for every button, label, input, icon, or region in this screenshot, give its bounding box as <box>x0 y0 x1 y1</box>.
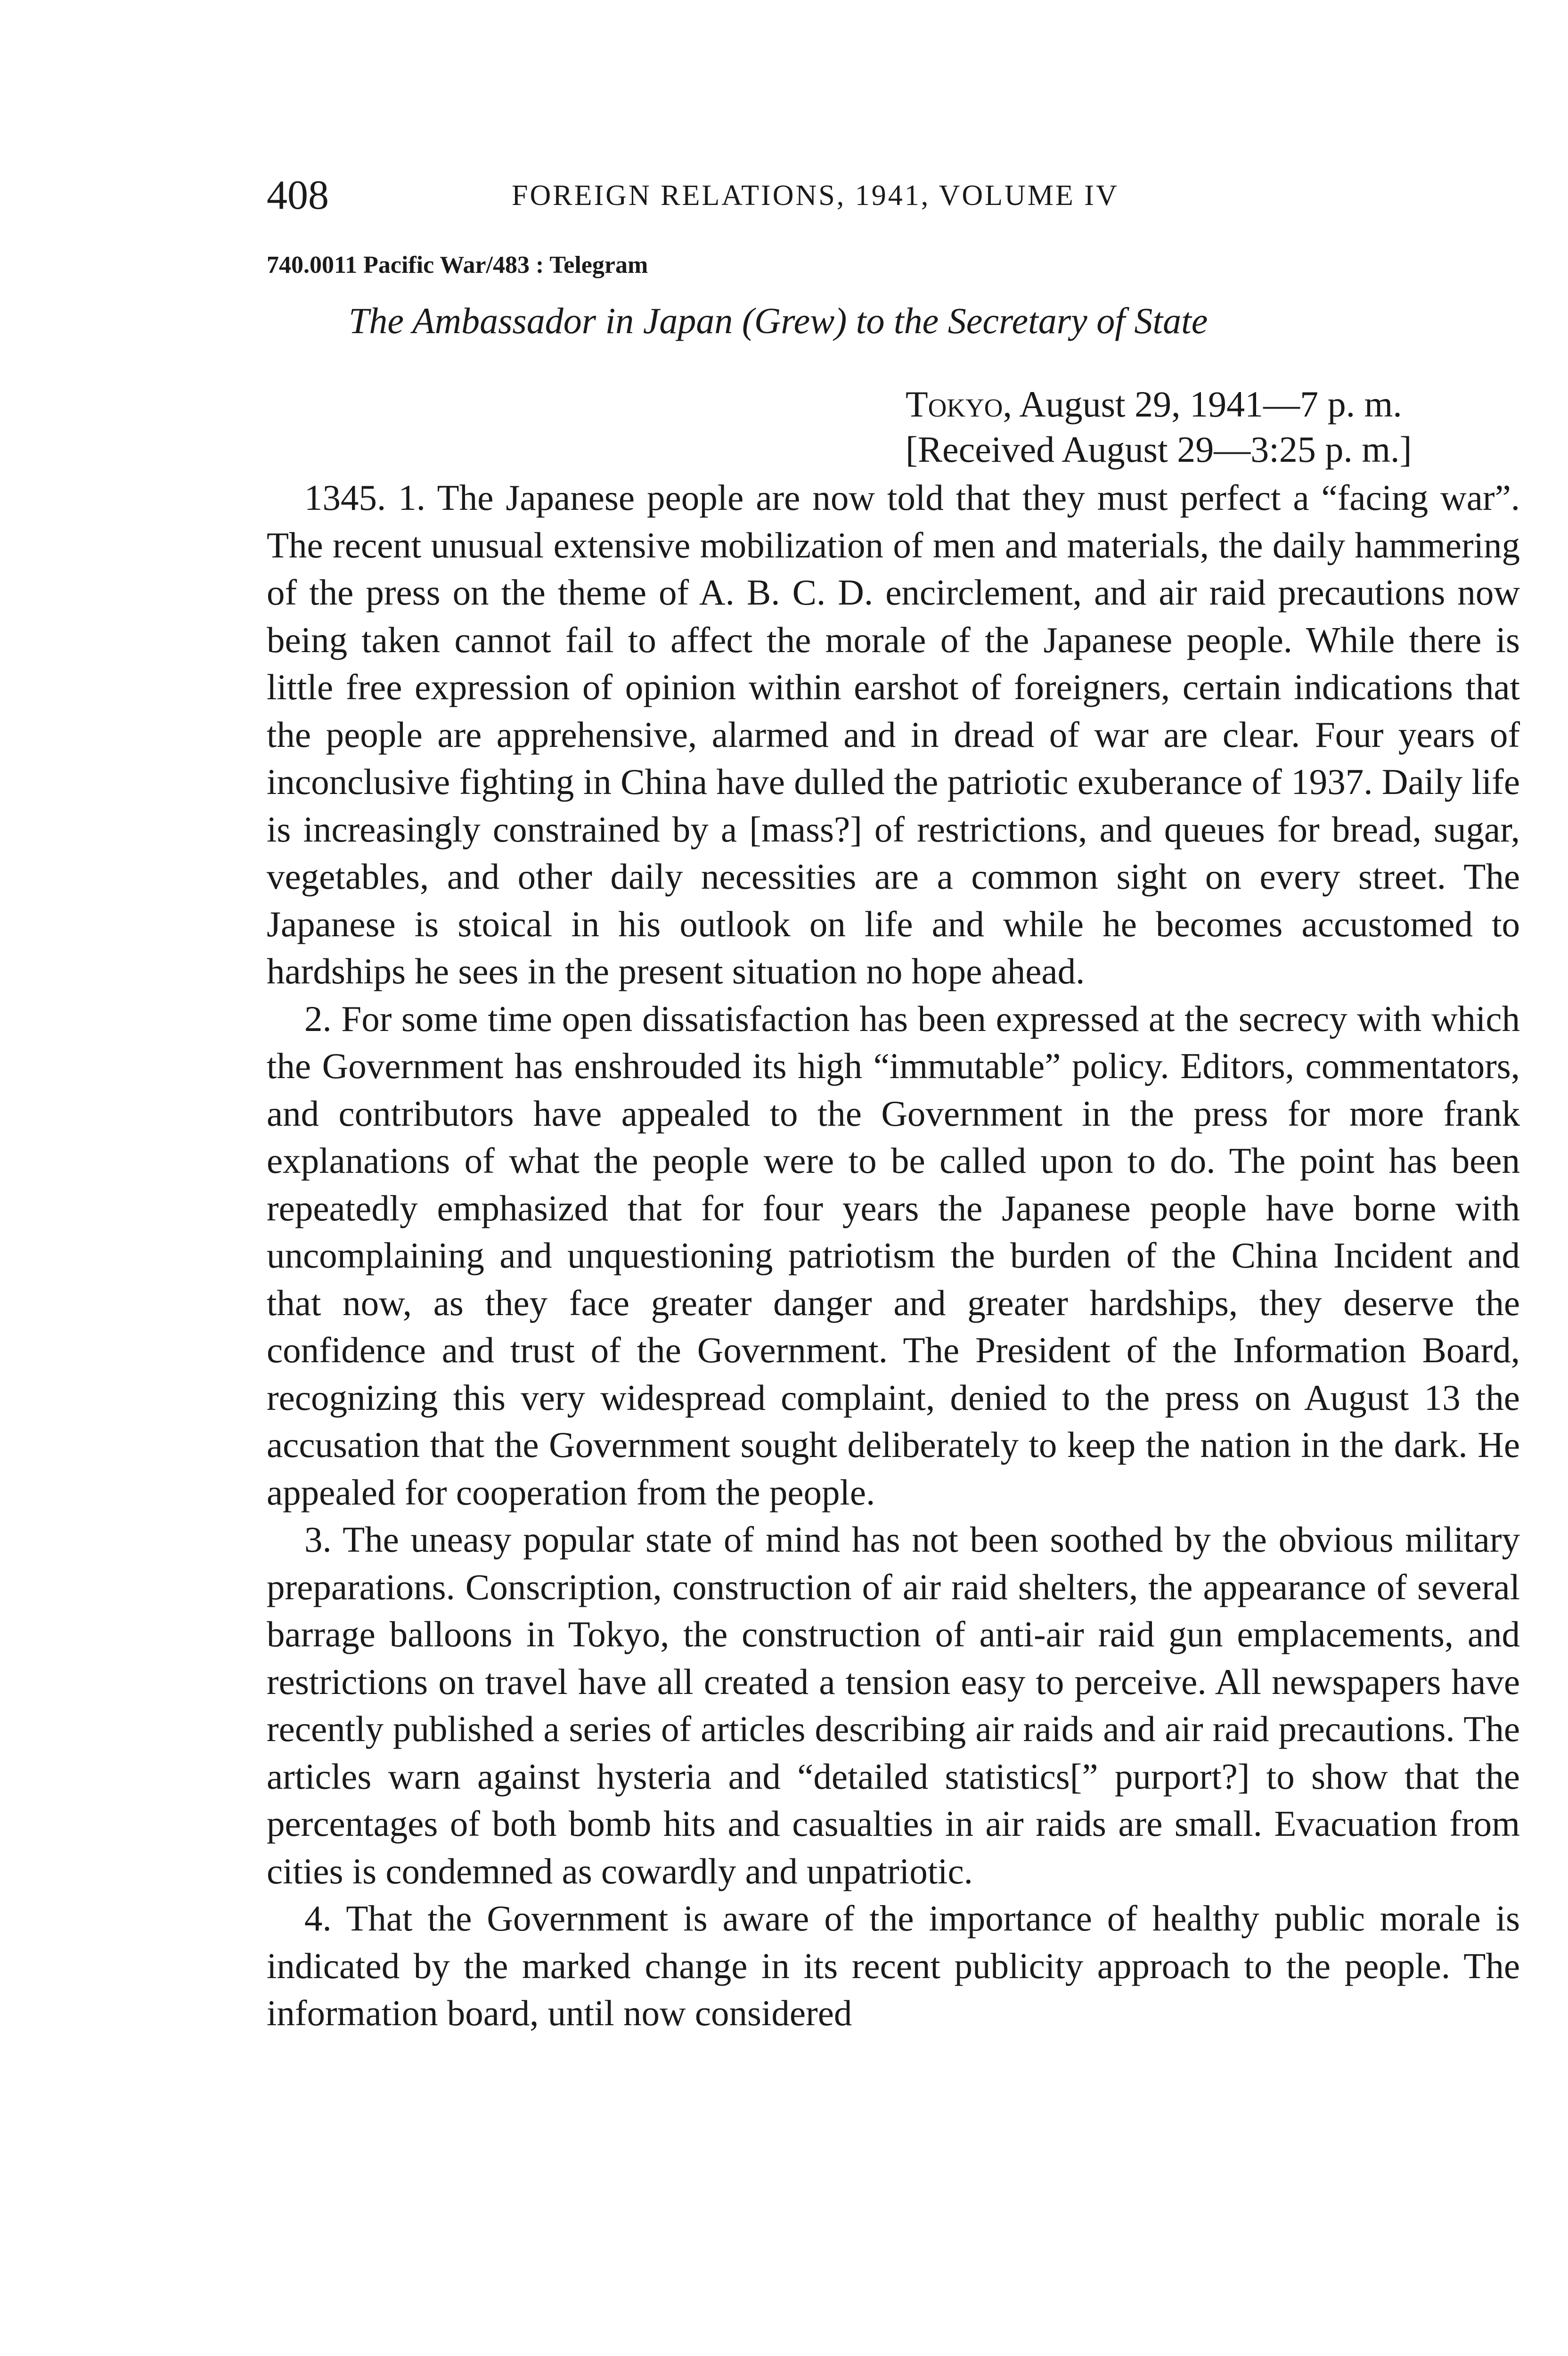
page-number: 408 <box>267 172 329 218</box>
telegram-body <box>267 474 1520 2037</box>
running-title: FOREIGN RELATIONS, 1941, VOLUME IV <box>512 180 1119 212</box>
dateline-sent-line <box>906 382 1412 427</box>
paragraph-4: 4. That the Government is aware of the importance of healthy public morale is indicated by the marked change in its recent publicity approach to the people. The information board, until now considered <box>267 1898 1520 2033</box>
file-reference: 740.0011 Pacific War/483 : Telegram <box>267 252 648 278</box>
paragraph-3: 3. The uneasy popular state of mind has not been soothed by the obvious military preparations. Conscription, construction of air raid shelters, the appearance of several barrage balloons in Tokyo, the construction of anti-air raid gun emplacements, and restrictions on travel have all created a tension easy to perceive. All newspapers have recently published a series of articles describing air raids and air raid precautions. The articles warn against hysteria and “detailed statistics[” purport?] to show that the percentages of both bomb hits and casualties in air raids are small. Evacuation from cities is condemned as cowardly and unpatriotic. <box>267 1519 1520 1891</box>
document-title: The Ambassador in Japan (Grew) to the Secretary of State <box>349 300 1208 341</box>
dateline-sent: August 29, 1941—7 p. m. <box>1019 384 1402 425</box>
dateline <box>906 382 1412 472</box>
paragraph-2: 2. For some time open dissatisfaction has been expressed at the secrecy with which the Government has enshrouded its high “immutable” policy. Editors, commentators, and contributors have appealed to the Government in the press for more frank explanations of what the people were to be called upon to do. The point has been repeatedly emphasized that for four years the Japanese people have borne with uncomplaining and unquestioning patriotism the burden of the China Incident and that now, as they face greater danger and greater hardships, they deserve the confidence and trust of the Government. The President of the Information Board, recognizing this very widespread complaint, denied to the press on August 13 the accusation that the Government sought deliberately to keep the nation in the dark. He appealed for cooperation from the people. <box>267 998 1520 1513</box>
paragraph-1: 1345. 1. The Japanese people are now told that they must perfect a “facing war”. The recent unusual extensive mobilization of men and materials, the daily hammering of the press on the theme of A. B. C. D. encirclement, and air raid precautions now being taken cannot fail to affect the morale of the Japanese people. While there is little free expression of opinion within earshot of foreigners, certain indications that the people are apprehensive, alarmed and in dread of war are clear. Four years of inconclusive fighting in China have dulled the patriotic exuberance of 1937. Daily life is increasingly constrained by a [mass?] of restrictions, and queues for bread, sugar, vegetables, and other daily necessities are a common sight on every street. The Japanese is stoical in his outlook on life and while he becomes accustomed to hardships he sees in the present situation no hope ahead. <box>267 477 1520 991</box>
running-head <box>267 170 1520 221</box>
dateline-received: [Received August 29—3:25 p. m.] <box>906 429 1412 470</box>
dateline-place: Tokyo, <box>906 384 1013 425</box>
